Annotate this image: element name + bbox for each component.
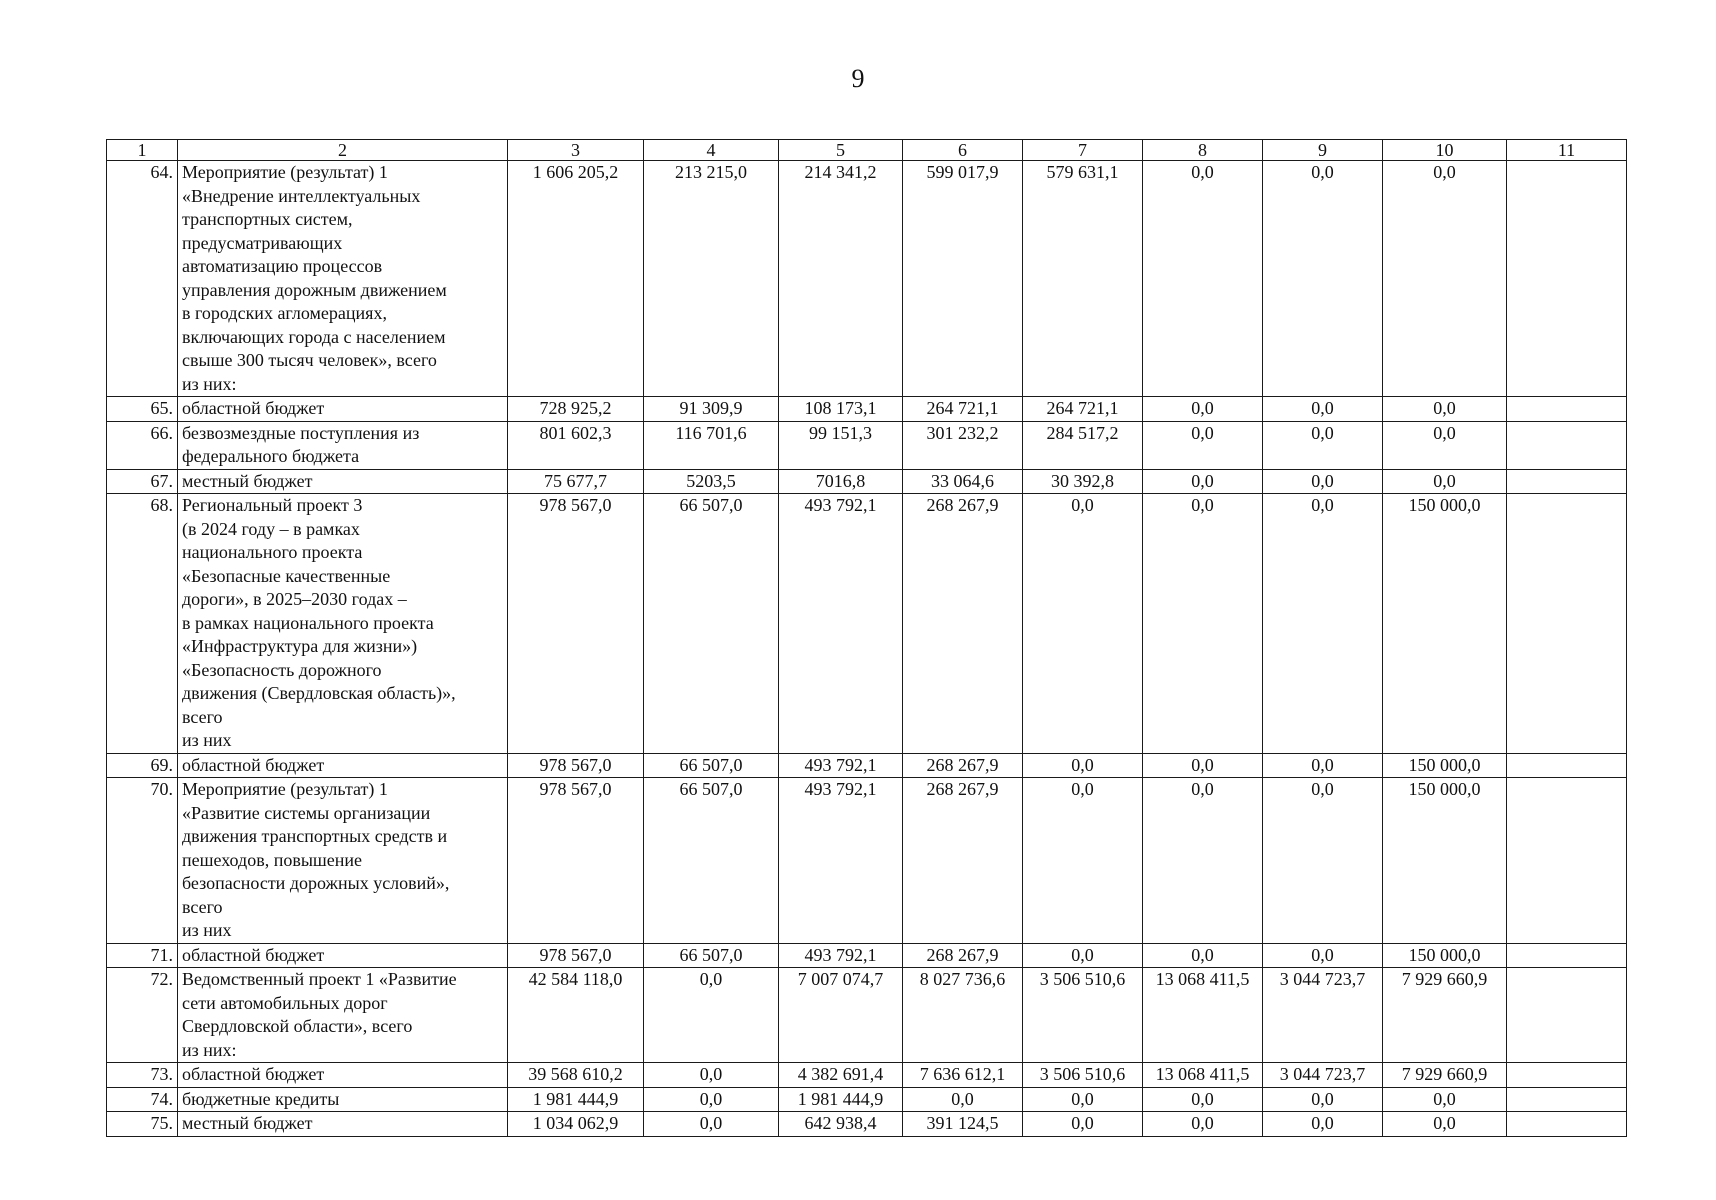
value-cell-col-9: 0,0	[1263, 397, 1383, 422]
value-cell-col-4: 66 507,0	[644, 753, 779, 778]
value-cell-col-4: 213 215,0	[644, 161, 779, 397]
row-name: областной бюджет	[178, 397, 508, 422]
row-name: областной бюджет	[178, 1063, 508, 1088]
value-cell-col-6: 264 721,1	[903, 397, 1023, 422]
value-cell-col-11	[1507, 968, 1627, 1063]
value-cell-col-5: 493 792,1	[779, 778, 903, 944]
table-row	[107, 943, 1627, 968]
value-cell-col-5: 493 792,1	[779, 943, 903, 968]
row-number: 74.	[107, 1087, 178, 1112]
value-cell-col-6: 8 027 736,6	[903, 968, 1023, 1063]
row-number: 66.	[107, 421, 178, 469]
value-cell-col-11	[1507, 469, 1627, 494]
value-cell-col-6: 268 267,9	[903, 943, 1023, 968]
value-cell-col-3: 39 568 610,2	[508, 1063, 644, 1088]
row-number: 67.	[107, 469, 178, 494]
value-cell-col-9: 0,0	[1263, 161, 1383, 397]
value-cell-col-8: 13 068 411,5	[1143, 968, 1263, 1063]
row-number: 70.	[107, 778, 178, 944]
value-cell-col-10: 0,0	[1383, 161, 1507, 397]
value-cell-col-4: 0,0	[644, 1112, 779, 1137]
column-header: 11	[1507, 140, 1627, 161]
value-cell-col-8: 0,0	[1143, 161, 1263, 397]
value-cell-col-8: 0,0	[1143, 778, 1263, 944]
value-cell-col-9: 0,0	[1263, 943, 1383, 968]
value-cell-col-11	[1507, 161, 1627, 397]
row-name: безвозмездные поступления из федерального бюджета	[178, 421, 508, 469]
value-cell-col-7: 0,0	[1023, 1087, 1143, 1112]
value-cell-col-8: 0,0	[1143, 753, 1263, 778]
value-cell-col-5: 7 007 074,7	[779, 968, 903, 1063]
value-cell-col-11	[1507, 753, 1627, 778]
value-cell-col-7: 0,0	[1023, 778, 1143, 944]
table-row	[107, 421, 1627, 469]
value-cell-col-6: 268 267,9	[903, 778, 1023, 944]
value-cell-col-9: 0,0	[1263, 1087, 1383, 1112]
value-cell-col-10: 0,0	[1383, 397, 1507, 422]
value-cell-col-7: 0,0	[1023, 494, 1143, 754]
value-cell-col-6: 7 636 612,1	[903, 1063, 1023, 1088]
value-cell-col-8: 0,0	[1143, 494, 1263, 754]
column-header: 5	[779, 140, 903, 161]
value-cell-col-10: 0,0	[1383, 1087, 1507, 1112]
value-cell-col-8: 0,0	[1143, 943, 1263, 968]
row-number: 75.	[107, 1112, 178, 1137]
table-row	[107, 968, 1627, 1063]
value-cell-col-3: 978 567,0	[508, 778, 644, 944]
value-cell-col-10: 7 929 660,9	[1383, 1063, 1507, 1088]
value-cell-col-4: 5203,5	[644, 469, 779, 494]
row-name: Региональный проект 3 (в 2024 году – в рамках национального проекта «Безопасные качественные дороги», в 2025–2030 годах – в рамках национального проекта «Инфраструктура для жизни») «Безопасность дорожного движения (Свердловская область)», всего из них	[178, 494, 508, 754]
value-cell-col-10: 7 929 660,9	[1383, 968, 1507, 1063]
row-name: местный бюджет	[178, 1112, 508, 1137]
row-number: 72.	[107, 968, 178, 1063]
value-cell-col-4: 66 507,0	[644, 494, 779, 754]
value-cell-col-8: 0,0	[1143, 1112, 1263, 1137]
row-name: бюджетные кредиты	[178, 1087, 508, 1112]
table-row	[107, 397, 1627, 422]
row-name: Мероприятие (результат) 1 «Внедрение интеллектуальных транспортных систем, предусматривающих автоматизацию процессов управления дорожным движением в городских агломерациях, включающих города с населением свыше 300 тысяч человек», всего из них:	[178, 161, 508, 397]
row-name: Мероприятие (результат) 1 «Развитие системы организации движения транспортных средств и пешеходов, повышение безопасности дорожных условий», всего из них	[178, 778, 508, 944]
value-cell-col-5: 99 151,3	[779, 421, 903, 469]
value-cell-col-11	[1507, 397, 1627, 422]
column-header: 2	[178, 140, 508, 161]
value-cell-col-7: 0,0	[1023, 753, 1143, 778]
value-cell-col-4: 66 507,0	[644, 778, 779, 944]
value-cell-col-3: 1 981 444,9	[508, 1087, 644, 1112]
value-cell-col-8: 13 068 411,5	[1143, 1063, 1263, 1088]
row-number: 71.	[107, 943, 178, 968]
value-cell-col-10: 150 000,0	[1383, 778, 1507, 944]
value-cell-col-3: 978 567,0	[508, 494, 644, 754]
value-cell-col-6: 268 267,9	[903, 494, 1023, 754]
value-cell-col-3: 728 925,2	[508, 397, 644, 422]
column-header: 4	[644, 140, 779, 161]
value-cell-col-6: 599 017,9	[903, 161, 1023, 397]
table-row	[107, 1087, 1627, 1112]
value-cell-col-11	[1507, 1087, 1627, 1112]
value-cell-col-8: 0,0	[1143, 1087, 1263, 1112]
table-row	[107, 1063, 1627, 1088]
value-cell-col-7: 284 517,2	[1023, 421, 1143, 469]
budget-table	[106, 139, 1627, 1137]
header-row	[107, 140, 1627, 161]
table-row	[107, 494, 1627, 754]
value-cell-col-5: 493 792,1	[779, 753, 903, 778]
row-name: областной бюджет	[178, 753, 508, 778]
value-cell-col-8: 0,0	[1143, 397, 1263, 422]
value-cell-col-3: 42 584 118,0	[508, 968, 644, 1063]
value-cell-col-7: 3 506 510,6	[1023, 968, 1143, 1063]
value-cell-col-11	[1507, 778, 1627, 944]
value-cell-col-5: 214 341,2	[779, 161, 903, 397]
row-number: 68.	[107, 494, 178, 754]
row-number: 73.	[107, 1063, 178, 1088]
value-cell-col-7: 0,0	[1023, 1112, 1143, 1137]
value-cell-col-6: 33 064,6	[903, 469, 1023, 494]
value-cell-col-3: 978 567,0	[508, 943, 644, 968]
value-cell-col-4: 0,0	[644, 1087, 779, 1112]
value-cell-col-11	[1507, 494, 1627, 754]
value-cell-col-7: 0,0	[1023, 943, 1143, 968]
value-cell-col-5: 1 981 444,9	[779, 1087, 903, 1112]
value-cell-col-8: 0,0	[1143, 421, 1263, 469]
row-name: местный бюджет	[178, 469, 508, 494]
value-cell-col-3: 1 034 062,9	[508, 1112, 644, 1137]
value-cell-col-9: 0,0	[1263, 778, 1383, 944]
value-cell-col-6: 391 124,5	[903, 1112, 1023, 1137]
value-cell-col-5: 4 382 691,4	[779, 1063, 903, 1088]
value-cell-col-7: 579 631,1	[1023, 161, 1143, 397]
column-header: 1	[107, 140, 178, 161]
table-row	[107, 1112, 1627, 1137]
value-cell-col-4: 0,0	[644, 968, 779, 1063]
table-row	[107, 753, 1627, 778]
value-cell-col-9: 3 044 723,7	[1263, 1063, 1383, 1088]
value-cell-col-9: 0,0	[1263, 421, 1383, 469]
value-cell-col-3: 75 677,7	[508, 469, 644, 494]
table-row	[107, 778, 1627, 944]
value-cell-col-5: 108 173,1	[779, 397, 903, 422]
row-number: 69.	[107, 753, 178, 778]
value-cell-col-6: 301 232,2	[903, 421, 1023, 469]
row-name: областной бюджет	[178, 943, 508, 968]
column-header: 6	[903, 140, 1023, 161]
table-row	[107, 161, 1627, 397]
value-cell-col-3: 1 606 205,2	[508, 161, 644, 397]
value-cell-col-9: 3 044 723,7	[1263, 968, 1383, 1063]
value-cell-col-4: 0,0	[644, 1063, 779, 1088]
column-header: 3	[508, 140, 644, 161]
value-cell-col-10: 150 000,0	[1383, 494, 1507, 754]
page-number: 9	[851, 64, 865, 93]
value-cell-col-9: 0,0	[1263, 753, 1383, 778]
value-cell-col-5: 642 938,4	[779, 1112, 903, 1137]
value-cell-col-6: 0,0	[903, 1087, 1023, 1112]
value-cell-col-10: 0,0	[1383, 1112, 1507, 1137]
value-cell-col-10: 150 000,0	[1383, 753, 1507, 778]
value-cell-col-7: 264 721,1	[1023, 397, 1143, 422]
value-cell-col-4: 116 701,6	[644, 421, 779, 469]
value-cell-col-7: 3 506 510,6	[1023, 1063, 1143, 1088]
value-cell-col-7: 30 392,8	[1023, 469, 1143, 494]
value-cell-col-6: 268 267,9	[903, 753, 1023, 778]
value-cell-col-11	[1507, 421, 1627, 469]
value-cell-col-10: 0,0	[1383, 469, 1507, 494]
table-body	[107, 161, 1627, 1137]
value-cell-col-5: 7016,8	[779, 469, 903, 494]
table-row	[107, 469, 1627, 494]
column-header: 8	[1143, 140, 1263, 161]
row-number: 64.	[107, 161, 178, 397]
column-header: 7	[1023, 140, 1143, 161]
value-cell-col-10: 150 000,0	[1383, 943, 1507, 968]
value-cell-col-9: 0,0	[1263, 1112, 1383, 1137]
value-cell-col-3: 978 567,0	[508, 753, 644, 778]
value-cell-col-11	[1507, 1112, 1627, 1137]
value-cell-col-3: 801 602,3	[508, 421, 644, 469]
column-header: 10	[1383, 140, 1507, 161]
row-number: 65.	[107, 397, 178, 422]
value-cell-col-4: 91 309,9	[644, 397, 779, 422]
value-cell-col-9: 0,0	[1263, 494, 1383, 754]
value-cell-col-11	[1507, 1063, 1627, 1088]
value-cell-col-8: 0,0	[1143, 469, 1263, 494]
value-cell-col-4: 66 507,0	[644, 943, 779, 968]
value-cell-col-10: 0,0	[1383, 421, 1507, 469]
column-header: 9	[1263, 140, 1383, 161]
value-cell-col-5: 493 792,1	[779, 494, 903, 754]
value-cell-col-11	[1507, 943, 1627, 968]
row-name: Ведомственный проект 1 «Развитие сети автомобильных дорог Свердловской области», всего из них:	[178, 968, 508, 1063]
value-cell-col-9: 0,0	[1263, 469, 1383, 494]
